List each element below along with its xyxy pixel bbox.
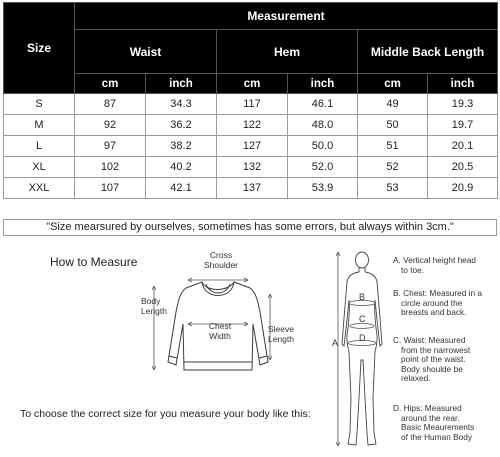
size-cell: S xyxy=(4,94,75,115)
note-c-waist xyxy=(393,336,498,384)
sleeve-length-label-line: Sleeve xyxy=(268,324,294,334)
table-cell: 52.0 xyxy=(288,157,358,178)
cross-shoulder-label-line: Cross xyxy=(209,250,233,260)
unit-header: cm xyxy=(75,74,146,94)
table-cell: 46.1 xyxy=(288,94,358,115)
table-cell: 48.0 xyxy=(288,115,358,136)
unit-header: inch xyxy=(428,74,498,94)
note-line: around the rear. xyxy=(401,412,460,423)
body-figure-illustration xyxy=(330,248,390,454)
table-cell: 92 xyxy=(75,115,146,136)
table-cell: 42.1 xyxy=(146,178,217,199)
note-line: Basic Meaurements xyxy=(401,422,475,433)
waist-header: Waist xyxy=(75,30,217,74)
table-cell: 51 xyxy=(358,136,428,157)
how-to-measure-title: How to Measure xyxy=(50,255,138,269)
size-cell: M xyxy=(4,115,75,136)
note-line: of the Human Body xyxy=(401,431,473,442)
table-cell: 107 xyxy=(75,178,146,199)
body-letter-c: C xyxy=(359,314,366,324)
size-chart-table xyxy=(3,2,498,199)
cross-shoulder-label-line: Shoulder xyxy=(203,259,239,270)
note-line: A. Vertical height head xyxy=(393,255,477,265)
table-cell: 137 xyxy=(217,178,288,199)
sleeve-length-label-line: Length xyxy=(268,333,294,344)
table-cell: 50.0 xyxy=(288,136,358,157)
unit-header: inch xyxy=(288,74,358,94)
table-cell: 97 xyxy=(75,136,146,157)
table-row xyxy=(4,157,498,178)
size-disclaimer-note: "Size mearsured by ourselves, sometimes has some errors, but always within 3cm." xyxy=(3,219,497,236)
note-line: Body shoulde be xyxy=(401,363,463,374)
note-b-chest xyxy=(393,289,498,318)
table-row xyxy=(4,178,498,199)
note-a-height xyxy=(393,256,498,275)
table-cell: 122 xyxy=(217,115,288,136)
chest-width-label-line: Chest xyxy=(208,321,232,331)
table-cell: 20.1 xyxy=(428,136,498,157)
table-cell: 38.2 xyxy=(146,136,217,157)
body-length-label xyxy=(141,297,181,316)
size-cell: L xyxy=(4,136,75,157)
table-cell: 87 xyxy=(75,94,146,115)
unit-header: cm xyxy=(217,74,288,94)
sleeve-length-label xyxy=(268,325,308,344)
table-cell: 117 xyxy=(217,94,288,115)
table-cell: 34.3 xyxy=(146,94,217,115)
table-cell: 20.5 xyxy=(428,157,498,178)
body-length-label-line: Body xyxy=(141,296,161,306)
hem-header: Hem xyxy=(217,30,358,74)
body-letter-b: B xyxy=(359,292,366,302)
note-line: circle around the xyxy=(401,297,463,308)
table-cell: 19.7 xyxy=(428,115,498,136)
table-cell: 19.3 xyxy=(428,94,498,115)
unit-header: inch xyxy=(146,74,217,94)
note-line: point of the waist. xyxy=(401,354,466,365)
choose-size-instruction: To choose the correct size for you measure your body like this: xyxy=(20,408,311,420)
table-row xyxy=(4,115,498,136)
table-cell: 50 xyxy=(358,115,428,136)
table-cell: 20.9 xyxy=(428,178,498,199)
size-header: Size xyxy=(4,3,75,94)
size-cell: XL xyxy=(4,157,75,178)
table-cell: 36.2 xyxy=(146,115,217,136)
table-cell: 53.9 xyxy=(288,178,358,199)
table-cell: 132 xyxy=(217,157,288,178)
cross-shoulder-label xyxy=(196,251,246,270)
note-line: D. Hips: Measured xyxy=(393,403,462,413)
table-cell: 127 xyxy=(217,136,288,157)
table-row xyxy=(4,94,498,115)
middle-back-length-header: Middle Back Length xyxy=(358,30,498,74)
note-line: to toe. xyxy=(401,264,425,275)
table-row xyxy=(4,136,498,157)
note-line: relaxed. xyxy=(401,373,431,384)
size-cell: XXL xyxy=(4,178,75,199)
measurement-header: Measurement xyxy=(75,3,498,30)
table-cell: 52 xyxy=(358,157,428,178)
body-letter-d: D xyxy=(359,333,366,343)
unit-header: cm xyxy=(358,74,428,94)
note-line: C. Waist: Measured xyxy=(393,335,466,345)
table-cell: 102 xyxy=(75,157,146,178)
body-letter-a: A xyxy=(332,338,339,348)
chest-width-label xyxy=(200,322,240,341)
note-line: breasts and back. xyxy=(401,307,467,318)
table-cell: 53 xyxy=(358,178,428,199)
note-line: from the narrowest xyxy=(401,344,471,355)
note-line: B. Chest: Measured in a xyxy=(393,288,483,298)
table-cell: 49 xyxy=(358,94,428,115)
body-length-label-line: Length xyxy=(141,305,167,316)
note-d-hips xyxy=(393,404,498,442)
chest-width-label-line: Width xyxy=(209,330,231,341)
table-cell: 40.2 xyxy=(146,157,217,178)
